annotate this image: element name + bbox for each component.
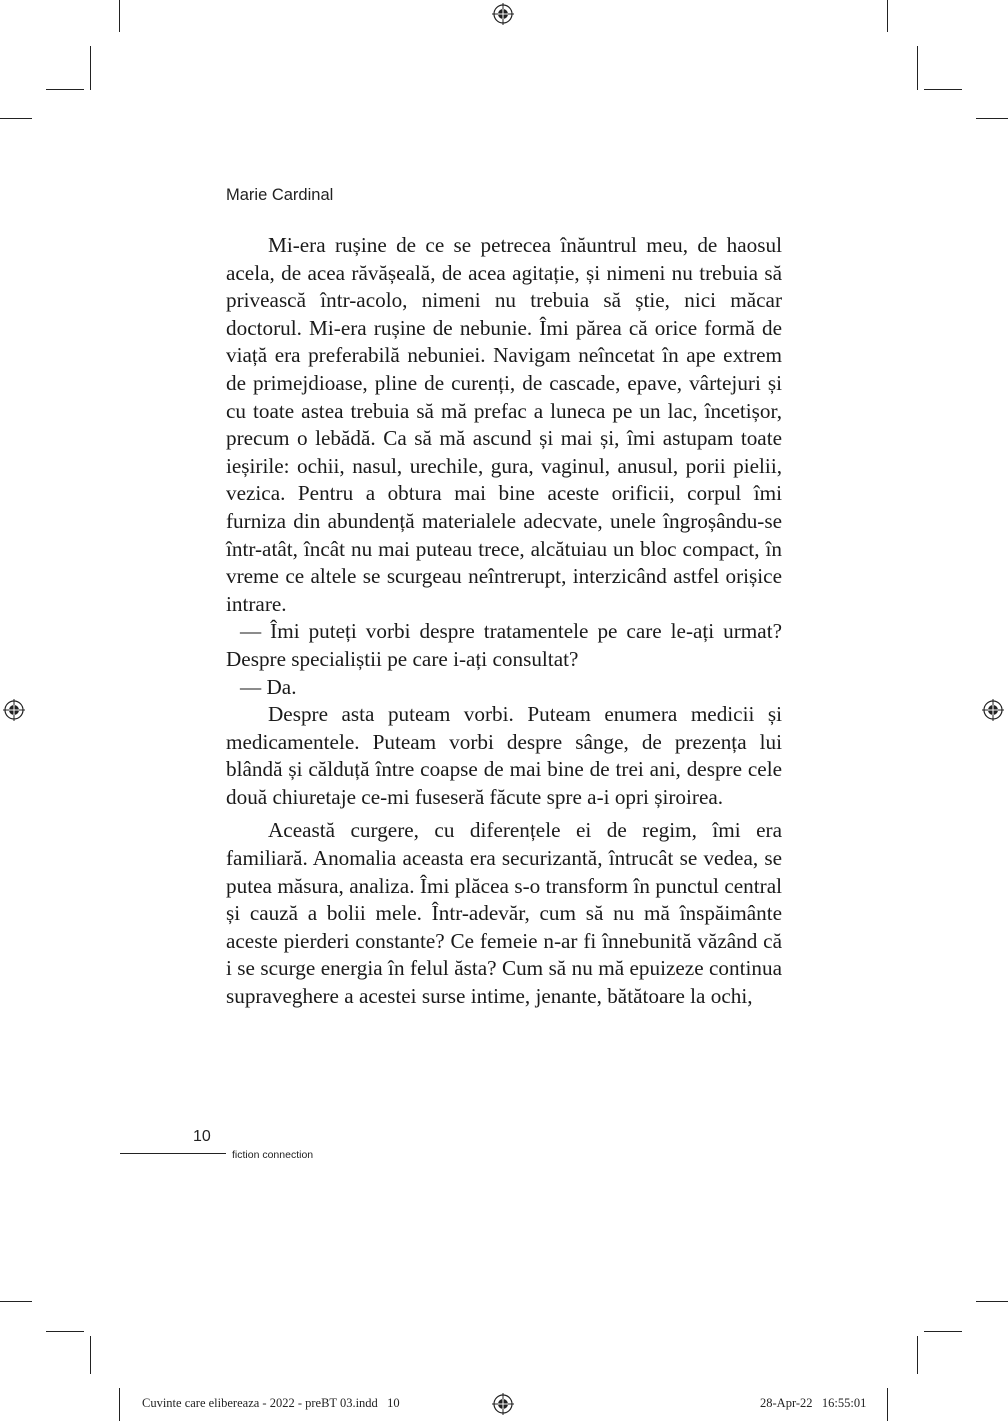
crop-mark <box>924 89 962 90</box>
crop-mark <box>924 1331 962 1332</box>
crop-mark <box>46 1331 84 1332</box>
crop-mark <box>119 0 120 32</box>
slug-datetime: 28-Apr-22 16:55:01 <box>760 1396 867 1410</box>
registration-mark-icon <box>492 1393 514 1415</box>
dialog-line: — Da. <box>240 674 297 699</box>
registration-mark-icon <box>492 3 514 25</box>
crop-mark <box>90 46 91 90</box>
imprint-label: fiction connection <box>232 1149 314 1161</box>
crop-mark <box>976 1301 1008 1302</box>
dialog-line: — Îmi puteți vorbi despre tratamentele pe care le-ați urmat? Despre specialiștii pe care i-ați consultat? <box>226 619 782 671</box>
crop-mark <box>0 118 32 119</box>
paragraph: Această curgere, cu diferențele ei de regim, îmi era familiară. Anomalia aceasta era securizantă, întrucât se vedea, se putea măsura, analiza. Îmi plăcea s-o transform în punctul central și cauză a bolii mele. Într-adevăr, cum să nu mă înspăimânte aceste pierderi constante? Ce femeie n-ar fi înnebunită văzând că i se scurge energia în felul ăsta? Cum să nu mă epuizeze continua supraveghere a acestei surse intime, jenante, bătătoare la ochi, <box>226 818 782 1009</box>
crop-mark <box>917 46 918 90</box>
crop-mark <box>976 118 1008 119</box>
registration-mark-icon <box>982 699 1004 721</box>
crop-mark <box>0 1301 32 1302</box>
paragraph: Mi-era rușine de ce se petrecea înăuntrul meu, de haosul acela, de acea răvășeală, de acea agitație, și nimeni nu trebuia să privească într-acolo, nimeni nu trebuia să știe, nici măcar doctorul. Mi-era rușine de nebunie. Îmi părea că orice formă de viață era preferabilă nebuniei. Navigam neîncetat în ape extrem de primejdioase, pline de curenți, de cascade, epave, vârtejuri și cu toate astea trebuia să mă prefac a luneca pe un lac, încetișor, precum o lebădă. Ca să mă ascund și mai și, îmi astupam toate ieșirile: ochii, nasul, urechile, gura, vaginul, anusul, porii pielii, vezica. Pentru a obtura mai bine aceste orificii, corpul îmi furniza din abundență materialele adecvate, unele îngroșându-se într-atât, încât nu mai puteau trece, alcătuiau un bloc compact, în vreme ce altele se scurgeau neîntrerupt, interzicând astfel orișice intrare. <box>226 233 782 616</box>
footer-rule <box>120 1153 226 1154</box>
crop-mark <box>917 1336 918 1374</box>
registration-mark-icon <box>3 699 25 721</box>
paragraph: Despre asta puteam vorbi. Puteam enumera medicii și medicamentele. Puteam vorbi despre sânge, de prezența lui blândă și călduță între coapse de mai bine de trei ani, despre cele două chiuretaje ce-mi fuseseră făcute spre a-i opri șiroirea. <box>226 702 782 809</box>
crop-mark <box>46 89 84 90</box>
crop-mark <box>119 1388 120 1421</box>
slug-filename: Cuvinte care elibereaza - 2022 - preBT 03.indd 10 <box>142 1396 400 1410</box>
crop-mark <box>887 0 888 32</box>
body-text <box>226 232 782 1011</box>
crop-mark <box>887 1388 888 1421</box>
running-head-author: Marie Cardinal <box>226 186 334 204</box>
crop-mark <box>90 1336 91 1374</box>
page-number: 10 <box>193 1128 211 1145</box>
